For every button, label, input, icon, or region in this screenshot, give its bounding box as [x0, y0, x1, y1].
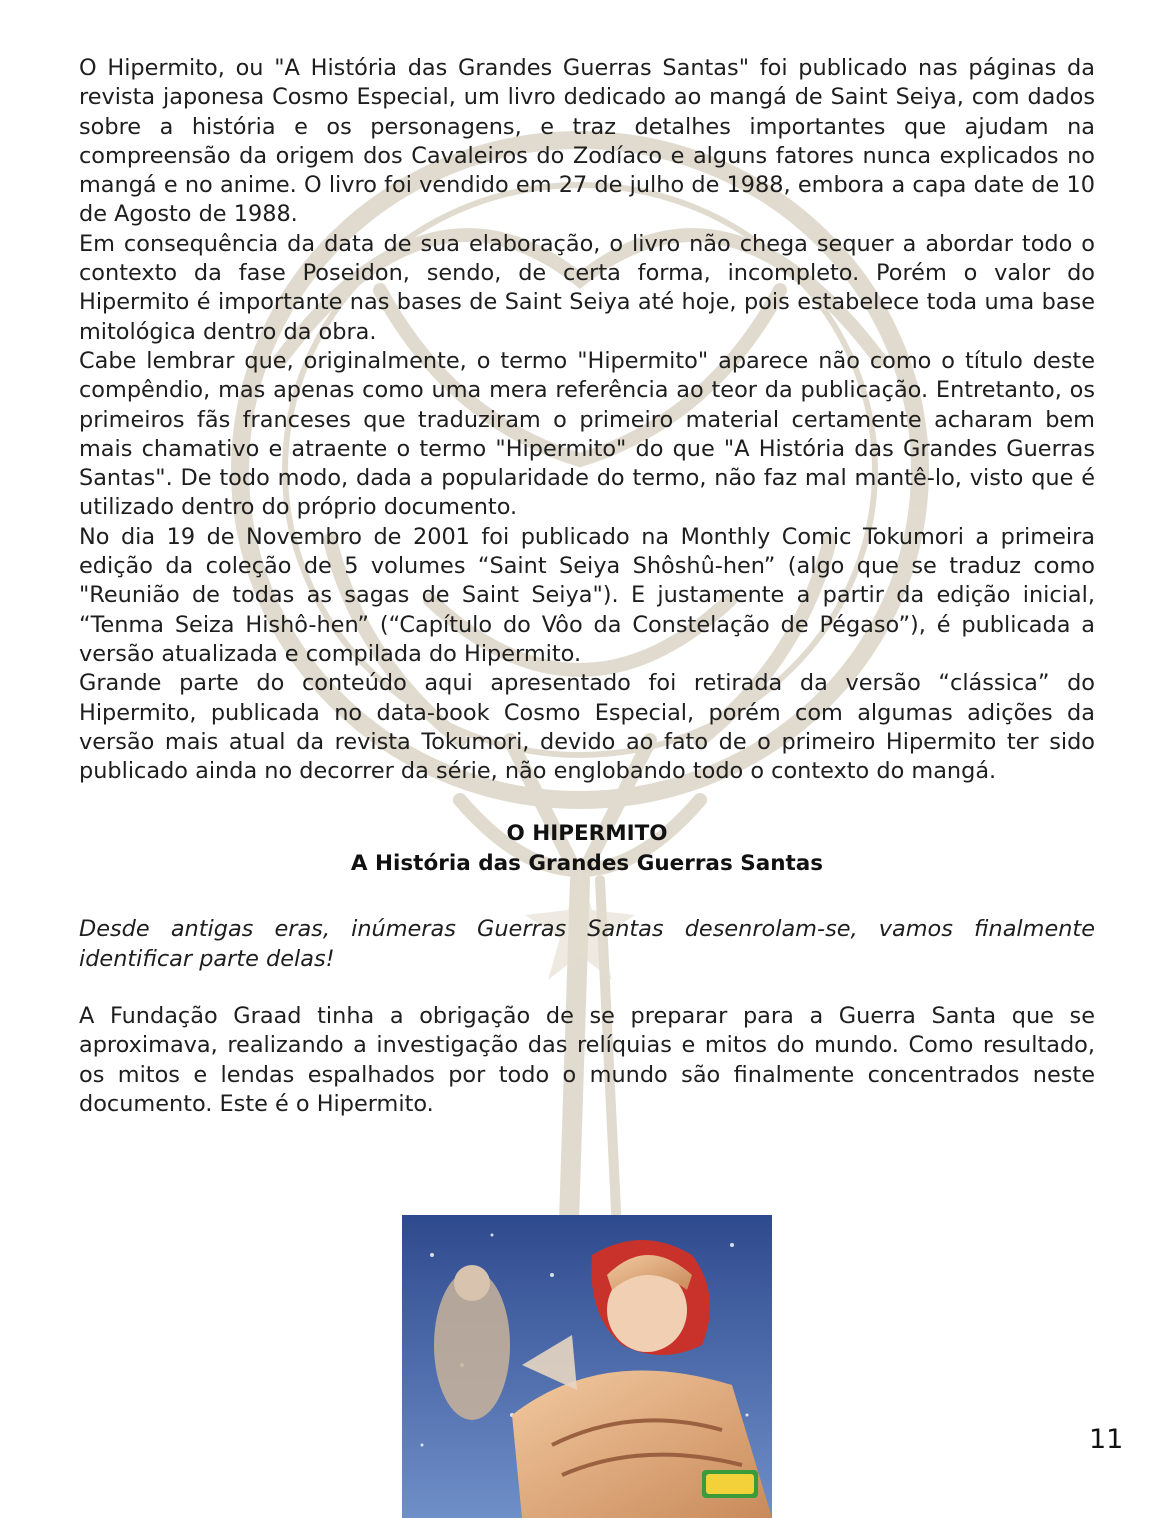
- paragraph-poseidon-context: Em consequência da data de sua elaboração, o livro não chega sequer a abordar todo o contexto da fase Poseidon, sendo, de certa forma, incompleto. Porém o valor do Hipermito é importante nas bases de Saint Seiya até hoje, pois estabelece toda uma base mitológica dentro da obra.: [79, 230, 1095, 345]
- paragraph-tokumori-edition: No dia 19 de Novembro de 2001 foi publicado na Monthly Comic Tokumori a primeira edição da coleção de 5 volumes “Saint Seiya Shôshû-hen” (algo que se traduz como "Reunião de todas as sagas de Saint Seiya"). E justamente a partir da edição inicial, “Tenma Seiza Hishô-hen” (“Capítulo do Vôo da Constelação de Pégaso”), é publicada a versão atualizada e compilada do Hipermito.: [79, 523, 1095, 667]
- paragraph-term-origin: Cabe lembrar que, originalmente, o termo "Hipermito" aparece não como o título deste compêndio, mas apenas como uma mera referência ao teor da publicação. Entretanto, os primeiros fãs franceses que traduziram o primeiro material certamente acharam bem mais chamativo e atraente o termo "Hipermito" do que "A História das Grandes Guerras Santas". De todo modo, dada a popularidade do termo, não faz mal mantê-lo, visto que é utilizado dentro do próprio documento.: [79, 347, 1095, 521]
- page-number: 11: [1089, 1424, 1124, 1455]
- section-body-paragraph: A Fundação Graad tinha a obrigação de se preparar para a Guerra Santa que se aproximava, realizando a investigação das relíquias e mitos do mundo. Como resultado, os mitos e lendas espalhados por todo o mundo são finalmente concentrados neste documento. Este é o Hipermito.: [79, 1003, 1095, 1117]
- section-title: O HIPERMITO: [506, 821, 668, 847]
- page-content: [79, 54, 1095, 1119]
- paragraph-content-source: Grande parte do conteúdo aqui apresentado foi retirada da versão “clássica” do Hipermito, publicada no data-book Cosmo Especial, porém com algumas adições da versão mais atual da revista Tokumori, devido ao fato de o primeiro Hipermito ter sido publicado ainda no decorrer da série, não englobando todo o contexto do mangá.: [79, 670, 1095, 785]
- section-intro-quote: Desde antigas eras, inúmeras Guerras Santas desenrolam-se, vamos finalmente identificar parte delas!: [79, 916, 1095, 972]
- section-subtitle: A História das Grandes Guerras Santas: [350, 851, 824, 877]
- saint-seiya-illustration: [402, 1215, 772, 1518]
- paragraph-intro-hipermito: O Hipermito, ou "A História das Grandes Guerras Santas" foi publicado nas páginas da revista japonesa Cosmo Especial, um livro dedicado ao mangá de Saint Seiya, com dados sobre a história e os personagens, e traz detalhes importantes que ajudam na compreensão da origem dos Cavaleiros do Zodíaco e alguns fatores nunca explicados no mangá e no anime. O livro foi vendido em 27 de julho de 1988, embora a capa date de 10 de Agosto de 1988.: [79, 55, 1095, 228]
